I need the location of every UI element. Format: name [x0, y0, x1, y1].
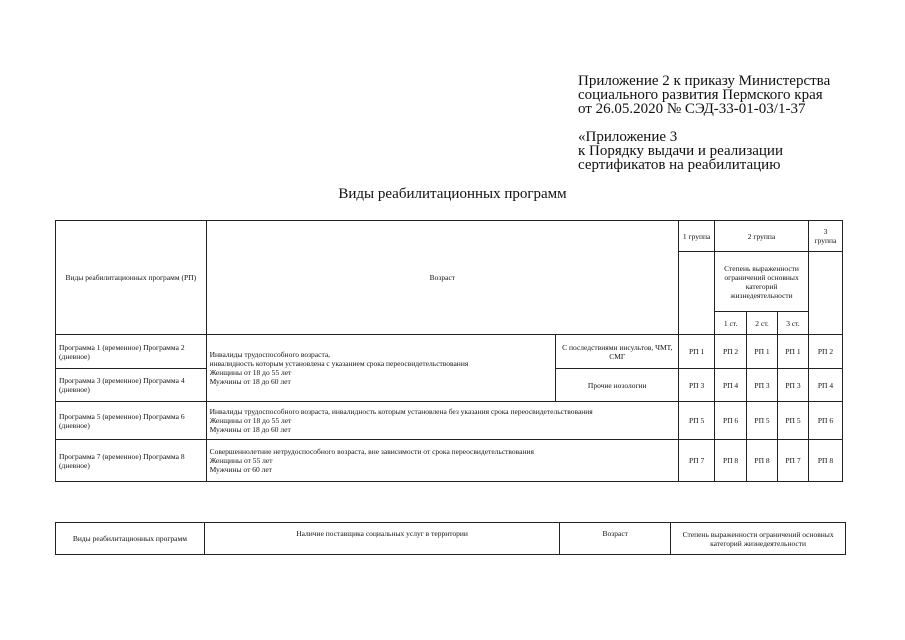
table-row: [56, 402, 843, 440]
value-cell: РП 1: [778, 335, 809, 369]
table-row: [56, 440, 843, 482]
header-age: Возраст: [560, 523, 671, 555]
value-cell: РП 2: [808, 335, 842, 369]
header-programs: Виды реабилитационных программ (РП): [56, 221, 207, 335]
age-line: инвалидность которым установлена с указанием срока переосвидетельствования: [209, 359, 469, 368]
age-cell: [206, 335, 556, 402]
header-line: «Приложение 3: [578, 129, 678, 145]
value-cell: РП 1: [747, 335, 778, 369]
header-provider: Наличие поставщика социальных услуг в территории: [204, 523, 559, 555]
header-group2: 2 группа: [715, 221, 809, 252]
value-cell: РП 3: [679, 369, 715, 402]
header-line: от 26.05.2020 № СЭД-33-01-03/1-37: [578, 101, 806, 117]
value-cell: РП 3: [778, 369, 809, 402]
table-row: [56, 335, 843, 369]
header-line: Приложение 2 к приказу Министерства: [578, 73, 831, 89]
value-cell: РП 4: [808, 369, 842, 402]
value-cell: РП 6: [715, 402, 747, 440]
value-cell: РП 2: [715, 335, 747, 369]
header-line: социального развития Пермского края: [578, 87, 823, 103]
header-group3: 3 группа: [808, 221, 842, 252]
condition-cell: С последствиями инсультов, ЧМТ, СМГ: [556, 335, 679, 369]
value-cell: РП 7: [679, 440, 715, 482]
age-line: Инвалиды трудоспособного возраста,: [209, 350, 331, 359]
age-line: Мужчины от 60 лет: [209, 465, 272, 474]
group3-spacer: [808, 252, 842, 335]
group1-spacer: [679, 252, 715, 335]
value-cell: РП 5: [778, 402, 809, 440]
header-severity: Степень выраженности ограничений основных категорий жизнедеятельности: [671, 523, 846, 555]
program-cell: Программа 5 (временное) Программа 6 (дневное): [56, 402, 207, 440]
programs-table: [55, 220, 843, 482]
age-line: Женщины от 18 до 55 лет: [209, 416, 292, 425]
program-cell: Программа 1 (временное) Программа 2 (дневное): [56, 335, 207, 369]
age-cell: [206, 440, 679, 482]
value-cell: РП 4: [715, 369, 747, 402]
program-cell: Программа 3 (временное) Программа 4 (дневное): [56, 369, 207, 402]
value-cell: РП 6: [808, 402, 842, 440]
program-cell: Программа 7 (временное) Программа 8 (дневное): [56, 440, 207, 482]
header-severity: Степень выраженности ограничений основных категорий жизнедеятельности: [715, 252, 809, 312]
header-programs: Виды реабилитационных программ: [56, 523, 205, 555]
header-st3: 3 ст.: [778, 312, 809, 335]
age-line: Совершеннолетние нетрудоспособного возраста, вне зависимости от срока переосвидетельствования: [209, 447, 534, 456]
header-st2: 2 ст.: [747, 312, 778, 335]
value-cell: РП 3: [747, 369, 778, 402]
value-cell: РП 7: [778, 440, 809, 482]
criteria-table: [55, 522, 846, 555]
condition-cell: Прочие нозологии: [556, 369, 679, 402]
age-line: Мужчины от 18 до 60 лет: [209, 425, 291, 434]
age-cell: [206, 402, 679, 440]
age-line: Женщины от 18 до 55 лет: [209, 368, 292, 377]
header-age: Возраст: [206, 221, 679, 335]
value-cell: РП 5: [679, 402, 715, 440]
value-cell: РП 8: [715, 440, 747, 482]
value-cell: РП 8: [808, 440, 842, 482]
value-cell: РП 1: [679, 335, 715, 369]
age-line: Мужчины от 18 до 60 лет: [209, 377, 291, 386]
age-line: Инвалиды трудоспособного возраста, инвалидность которым установлена без указания срока переосвидетельствования: [209, 407, 593, 416]
value-cell: РП 5: [747, 402, 778, 440]
header-line: к Порядку выдачи и реализации: [578, 143, 783, 159]
age-line: Женщины от 55 лет: [209, 456, 273, 465]
header-line: сертификатов на реабилитацию: [578, 157, 781, 173]
value-cell: РП 8: [747, 440, 778, 482]
page-title: Виды реабилитационных программ: [338, 186, 567, 202]
header-st1: 1 ст.: [715, 312, 747, 335]
header-group1: 1 группа: [679, 221, 715, 252]
